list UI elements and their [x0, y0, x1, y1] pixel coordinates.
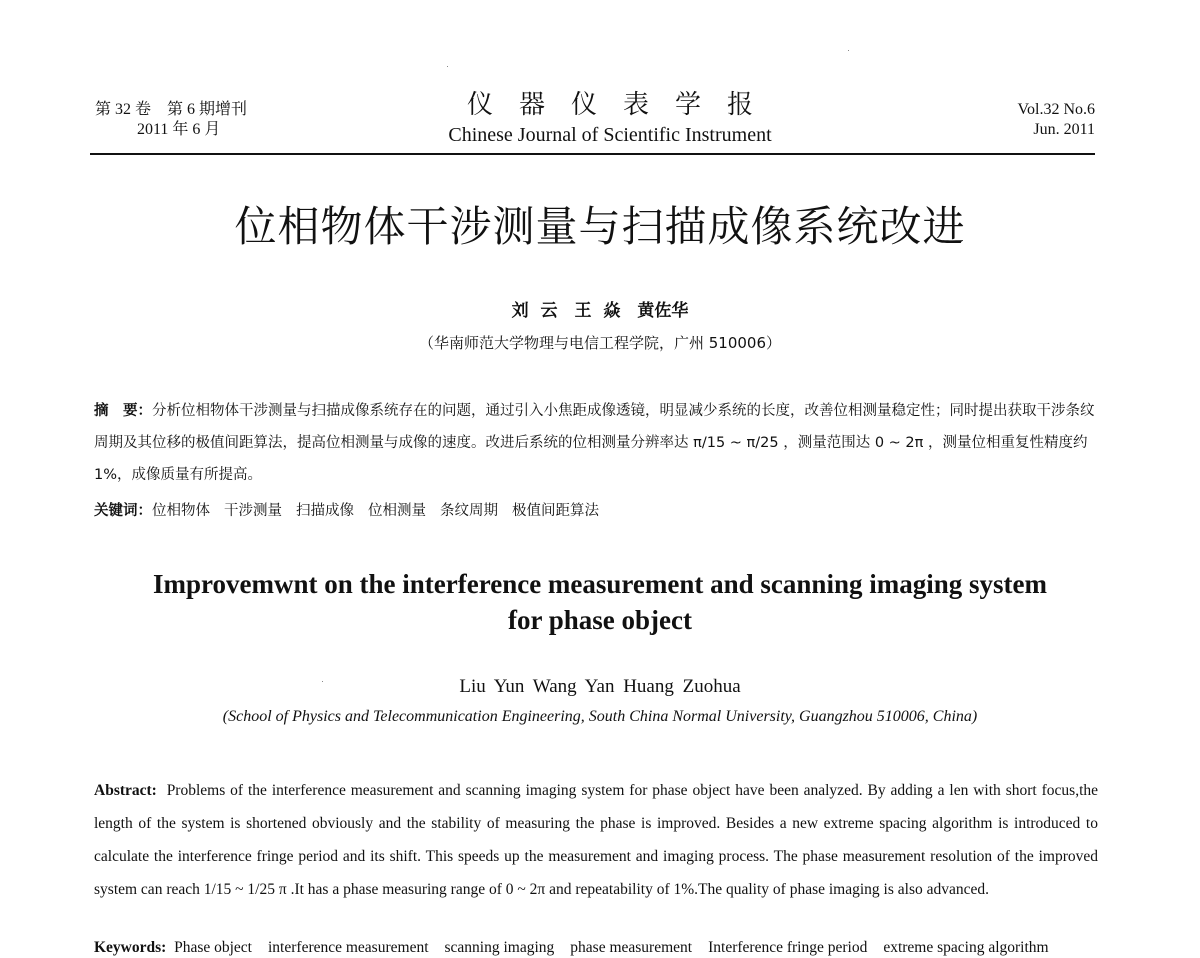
keywords-en [94, 938, 1098, 958]
keyword-en: phase measurement [570, 939, 693, 956]
affiliation-cn: （华南师范大学物理与电信工程学院，广州 510006） [418, 334, 782, 352]
abstract-cn [94, 395, 1096, 491]
journal-name-cn: 仪器仪表学报 [466, 90, 779, 120]
paper-title-en-line1: Improvemwnt on the interference measurement and scanning imaging system [153, 569, 1047, 599]
keyword-en: extreme spacing algorithm [883, 939, 1049, 956]
abstract-cn-text: 分析位相物体干涉测量与扫描成像系统存在的问题，通过引入小焦距成像透镜，明显减少系统的长度，改善位相测量稳定性；同时提出获取干涉条纹周期及其位移的极值间距算法，提高位相测量与成像的速度。改进后系统的位相测量分辨率达 π/15 ~ π/25 ，测量范围达 0 ~ 2π ，测量位相重复性精度约1%，成像质量有所提高。 [94, 403, 1095, 483]
paper-title-en-line2: for phase object [508, 605, 692, 635]
keyword-en: Phase object [174, 939, 252, 956]
keywords-en-label: Keywords: [94, 939, 167, 956]
affiliation-en: (School of Physics and Telecommunication Engineering, South China Normal University, Guangzhou 510006, China) [222, 708, 978, 725]
volume-issue-en: Vol.32 No.6 [1017, 101, 1095, 118]
keyword-cn: 条纹周期 [440, 503, 498, 519]
journal-volume-info-en [1018, 100, 1096, 140]
keyword-cn: 扫描成像 [296, 503, 354, 519]
paper-title-cn: 位相物体干涉测量与扫描成像系统改进 [234, 202, 966, 251]
keyword-cn: 极值间距算法 [512, 503, 599, 519]
scan-speck [447, 66, 448, 67]
journal-volume-info [95, 100, 247, 140]
keyword-cn: 位相物体 [152, 503, 210, 519]
paper-title-en [0, 566, 1200, 638]
authors-cn: 刘 云 王 焱 黄佐华 [511, 301, 689, 321]
issue-date-en: Jun. 2011 [1033, 121, 1095, 138]
journal-name-en: Chinese Journal of Scientific Instrument [448, 124, 772, 146]
keyword-en: scanning imaging [444, 939, 555, 956]
keyword-cn: 位相测量 [368, 503, 426, 519]
keywords-cn [94, 496, 1096, 526]
abstract-cn-label: 摘 要： [94, 403, 152, 419]
keywords-cn-label: 关键词： [94, 503, 152, 519]
keyword-en: interference measurement [268, 939, 429, 956]
volume-issue: 第 32 卷 第 6 期增刊 [95, 101, 248, 118]
abstract-en [94, 774, 1098, 906]
header-rule [90, 153, 1095, 155]
abstract-en-text: Problems of the interference measurement and scanning imaging system for phase object have been analyzed. By adding a len with short focus,the length of the system is shortened obviously and the stability of measuring the phase is improved. Besides a new extreme spacing algorithm is introduced to calculate the interference fringe period and its shift. This speeds up the measurement and imaging process. The phase measurement resolution of the improved system can reach 1/15 ~ 1/25 π .It has a phase measuring range of 0 ~ 2π and repeatability of 1%.The quality of phase imaging is also advanced. [94, 782, 1099, 898]
authors-en: Liu Yun Wang Yan Huang Zuohua [459, 676, 741, 697]
abstract-en-label: Abstract: [94, 782, 157, 799]
keyword-cn: 干涉测量 [224, 503, 282, 519]
keyword-en: Interference fringe period [708, 939, 868, 956]
issue-date-cn: 2011 年 6 月 [137, 121, 221, 138]
scan-speck [848, 50, 849, 51]
journal-masthead [400, 88, 820, 146]
